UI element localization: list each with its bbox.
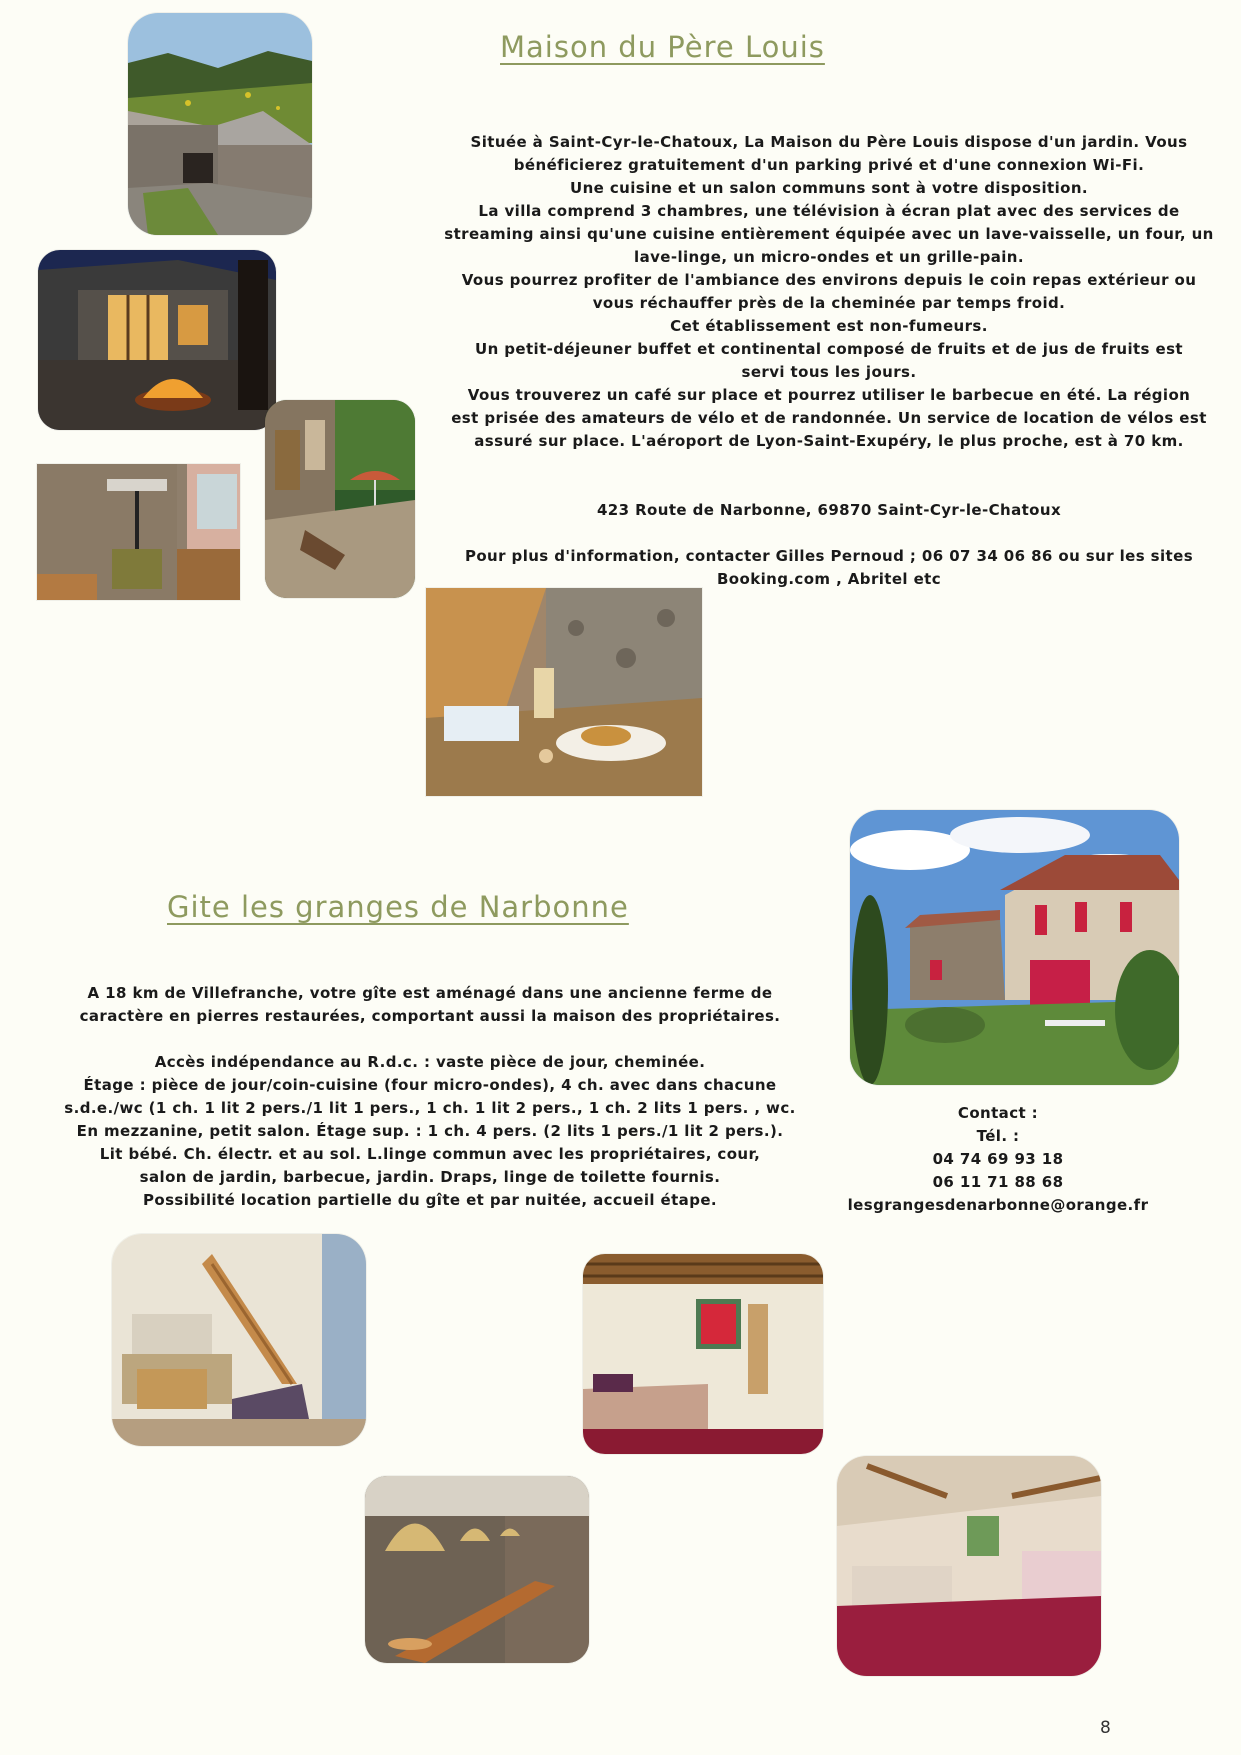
details-line: Accès indépendance au R.d.c. : vaste pièce de jour, cheminée. — [154, 1053, 706, 1071]
description-line: Vous pourrez profiter de l'ambiance des environs depuis le coin repas extérieur ou — [461, 271, 1197, 289]
details-line: Possibilité location partielle du gîte et par nuitée, accueil étape. — [142, 1191, 718, 1209]
section2-description — [60, 982, 800, 1212]
description-line: Vous trouverez un café sur place et pourrez utiliser le barbecue en été. La région — [467, 386, 1191, 404]
photo-bedroom-red-carpet — [837, 1456, 1101, 1676]
photo-evening-fire-pit — [38, 250, 276, 430]
intro-line: caractère en pierres restaurées, comportant aussi la maison des propriétaires. — [79, 1007, 781, 1025]
section1-title: Maison du Père Louis — [500, 30, 825, 64]
photo-kitchen-stove — [37, 464, 240, 600]
photo-breakfast-table — [426, 588, 702, 796]
details-line: salon de jardin, barbecue, jardin. Draps, linge de toilette fournis. — [139, 1168, 721, 1186]
section2-contact — [840, 1102, 1156, 1217]
section1-contact-line: Booking.com , Abritel etc — [716, 570, 942, 588]
description-line: Cet établissement est non-fumeurs. — [670, 317, 988, 335]
description-line: Située à Saint-Cyr-le-Chatoux, La Maison du Père Louis dispose d'un jardin. Vous — [470, 133, 1188, 151]
contact-heading: Contact : — [957, 1104, 1039, 1122]
description-line: La villa comprend 3 chambres, une télévision à écran plat avec des services de — [478, 202, 1180, 220]
section1-contact-line: Pour plus d'information, contacter Gilles Pernoud ; 06 07 34 06 86 ou sur les sites — [464, 547, 1194, 565]
description-line: bénéficierez gratuitement d'un parking privé et d'une connexion Wi-Fi. — [513, 156, 1145, 174]
contact-phone: 06 11 71 88 68 — [932, 1173, 1064, 1191]
description-line: assuré sur place. L'aéroport de Lyon-Saint-Exupéry, le plus proche, est à 70 km. — [474, 432, 1184, 450]
photo-dining-room-lamps — [365, 1476, 589, 1663]
description-line: servi tous les jours. — [741, 363, 917, 381]
details-line: Lit bébé. Ch. électr. et au sol. L.linge commun avec les propriétaires, cour, — [99, 1145, 761, 1163]
photo-terrace-parasol — [265, 400, 415, 598]
description-line: vous réchauffer près de la cheminée par temps froid. — [592, 294, 1066, 312]
details-line: Étage : pièce de jour/coin-cuisine (four micro-ondes), 4 ch. avec dans chacune — [83, 1076, 777, 1094]
description-line: est prisée des amateurs de vélo et de randonnée. Un service de location de vélos est — [451, 409, 1207, 427]
photo-stone-house-hillside — [128, 13, 312, 235]
details-line: s.d.e./wc (1 ch. 1 lit 2 pers./1 lit 1 pers., 1 ch. 1 lit 2 pers., 1 ch. 2 lits 1 pers. , wc. — [64, 1099, 796, 1117]
intro-line: A 18 km de Villefranche, votre gîte est aménagé dans une ancienne ferme de — [87, 984, 773, 1002]
section2-title: Gite les granges de Narbonne — [167, 890, 629, 924]
photo-bedroom-red-window — [583, 1254, 823, 1454]
details-line: En mezzanine, petit salon. Étage sup. : 1 ch. 4 pers. (2 lits 1 pers./1 lit 2 pers.). — [76, 1122, 784, 1140]
section1-description — [444, 131, 1214, 591]
contact-tel-label: Tél. : — [976, 1127, 1020, 1145]
contact-phone: 04 74 69 93 18 — [932, 1150, 1064, 1168]
contact-email: lesgrangesdenarbonne@orange.fr — [847, 1196, 1149, 1214]
description-line: Une cuisine et un salon communs sont à votre disposition. — [569, 179, 1089, 197]
photo-farmhouse-exterior — [850, 810, 1179, 1085]
photo-living-room-staircase — [112, 1234, 366, 1446]
description-line: lave-linge, un micro-ondes et un grille-pain. — [634, 248, 1024, 266]
description-line: Un petit-déjeuner buffet et continental composé de fruits et de jus de fruits est — [475, 340, 1183, 358]
page-number: 8 — [1100, 1718, 1111, 1738]
section1-address: 423 Route de Narbonne, 69870 Saint-Cyr-le-Chatoux — [596, 501, 1062, 519]
description-line: streaming ainsi qu'une cuisine entièrement équipée avec un lave-vaisselle, un four, un — [444, 225, 1214, 243]
